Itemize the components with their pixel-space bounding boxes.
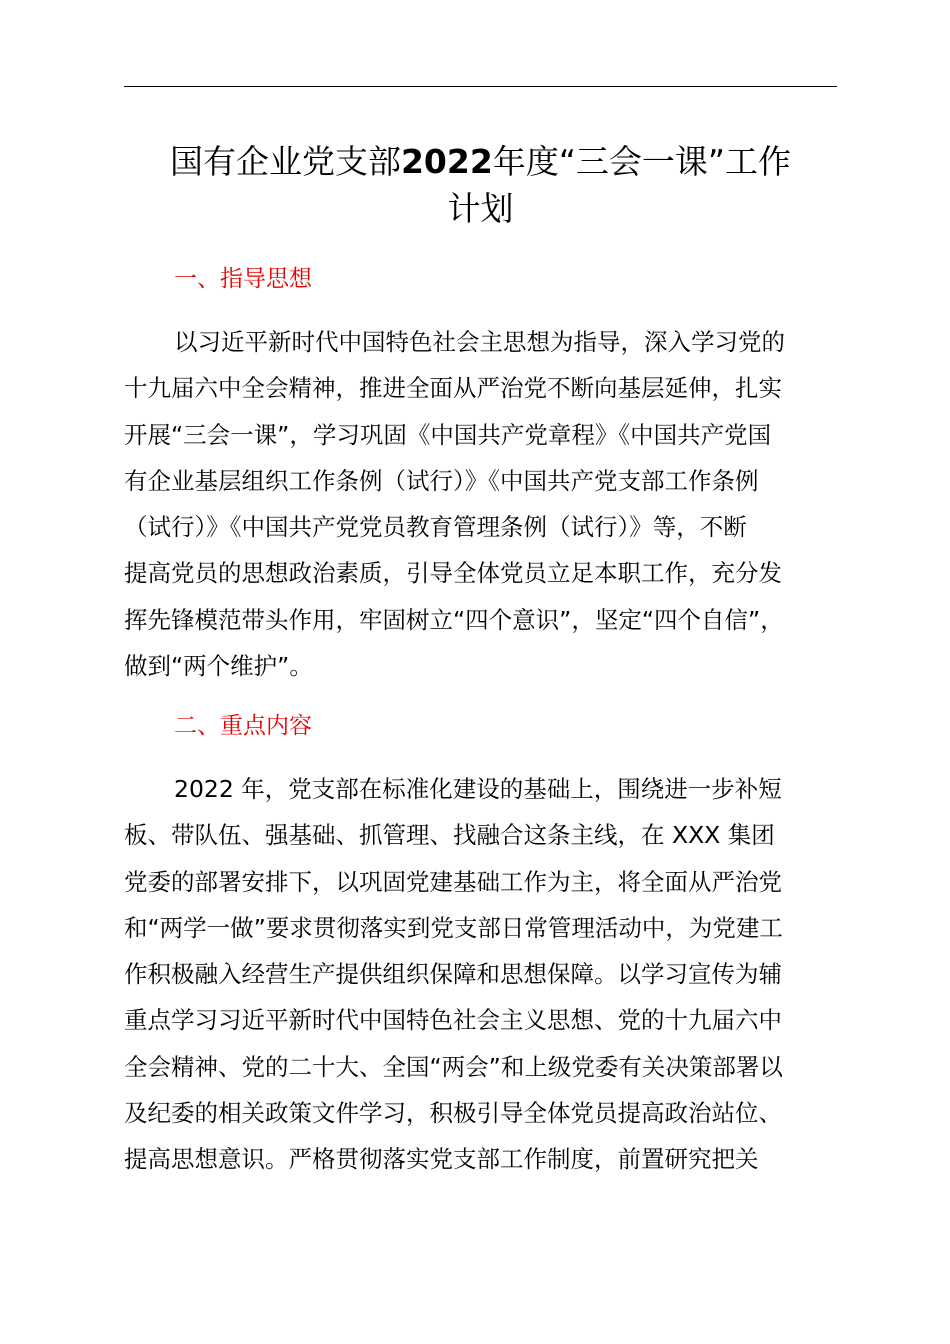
- section-paragraph-key-content: [124, 766, 864, 1183]
- paragraph-line: 作积极融入经营生产提供组织保障和思想保障。以学习宣传为辅: [124, 960, 782, 989]
- section-heading-key-content: 二、重点内容: [174, 713, 312, 739]
- title-line-2: 计划: [447, 189, 514, 228]
- paragraph-line: 提高思想意识。严格贯彻落实党支部工作制度，前置研究把关: [124, 1145, 759, 1174]
- paragraph-line: 2022 年，党支部在标准化建设的基础上，围绕进一步补短: [174, 775, 782, 803]
- paragraph-line: 十九届六中全会精神，推进全面从严治党不断向基层延伸，扎实: [124, 374, 782, 403]
- paragraph-line: 全会精神、党的二十大、全国“两会”和上级党委有关决策部署以: [124, 1052, 783, 1081]
- paragraph-line: 做到“两个维护”。: [124, 652, 313, 681]
- paragraph-line: 和“两学一做”要求贯彻落实到党支部日常管理活动中，为党建工: [124, 913, 783, 942]
- paragraph-line: 板、带队伍、强基础、抓管理、找融合这条主线，在 XXX 集团: [124, 821, 775, 850]
- paragraph-line: 开展“三会一课”，学习巩固《中国共产党章程》《中国共产党国: [124, 420, 772, 449]
- header-rule: [124, 86, 837, 87]
- section-paragraph-guiding-ideology: [124, 319, 864, 689]
- title-line-1: [124, 138, 837, 185]
- paragraph-line: 挥先锋模范带头作用，牢固树立“四个意识”，坚定“四个自信”，: [124, 605, 784, 634]
- title-year: 2022: [400, 142, 493, 181]
- section-heading-guiding-ideology: 一、指导思想: [174, 266, 312, 292]
- paragraph-line: 重点学习习近平新时代中国特色社会主义思想、党的十九届六中: [124, 1006, 782, 1035]
- paragraph-line: 以习近平新时代中国特色社会主思想为指导，深入学习党的: [174, 328, 785, 356]
- paragraph-line: 及纪委的相关政策文件学习，积极引导全体党员提高政治站位、: [124, 1099, 782, 1128]
- title-part-1: 国有企业党支部: [169, 142, 401, 181]
- paragraph-line: （试行）》《中国共产党党员教育管理条例（试行）》等，不断: [124, 513, 747, 542]
- title-part-2: 年度“三会一课”工作: [492, 142, 792, 181]
- paragraph-line: 党委的部署安排下，以巩固党建基础工作为主，将全面从严治党: [124, 867, 782, 896]
- paragraph-line: 有企业基层组织工作条例（试行）》《中国共产党支部工作条例: [124, 466, 759, 495]
- paragraph-line: 提高党员的思想政治素质，引导全体党员立足本职工作，充分发: [124, 559, 782, 588]
- document-title: [124, 138, 837, 232]
